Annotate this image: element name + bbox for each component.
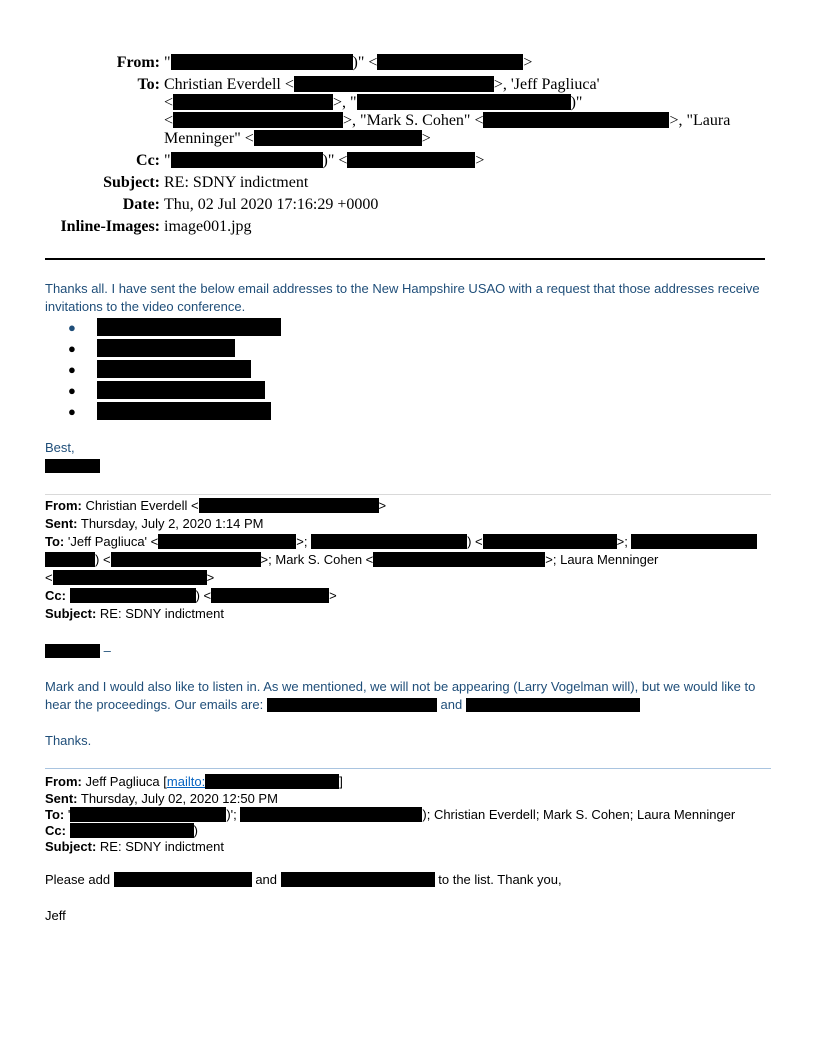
redaction: [171, 54, 353, 70]
redaction: [45, 644, 100, 658]
m3-cc: Cc: ): [45, 823, 198, 838]
m3-body: Please add and to the list. Thank you,: [45, 872, 562, 887]
redaction: [357, 94, 571, 110]
m2-to-line-3: < >: [45, 570, 215, 585]
m2-cc: Cc: ) < >: [45, 588, 337, 603]
subject-value: RE: SDNY indictment: [164, 174, 309, 191]
redaction: [45, 552, 95, 567]
redaction: [97, 402, 271, 420]
redaction: [173, 112, 343, 128]
bullet-icon: ●: [68, 383, 76, 398]
redaction: [158, 534, 296, 549]
redaction: [267, 698, 437, 712]
redaction: [281, 872, 435, 887]
mailto-link[interactable]: mailto:: [166, 774, 206, 789]
cc-label: Cc:: [136, 152, 160, 169]
redaction: [114, 872, 252, 887]
sign-off: Best,: [45, 440, 75, 455]
redaction: [311, 534, 467, 549]
redaction: [53, 570, 207, 585]
redaction: [373, 552, 545, 567]
redaction: [173, 94, 333, 110]
from-value: " )" < >: [164, 54, 533, 71]
m3-subject: Subject: RE: SDNY indictment: [45, 839, 224, 854]
to-line-2: < >, " )": [164, 94, 583, 111]
redaction: [240, 807, 422, 822]
redaction: [377, 54, 523, 70]
redaction: [70, 823, 194, 838]
to-line-3: < >, "Mark S. Cohen" < >, "Laura: [164, 112, 731, 129]
header-divider: [45, 258, 765, 260]
inline-images-value: image001.jpg: [164, 218, 252, 235]
m2-to-line-2: ) < >; Mark S. Cohen < >; Laura Menninger: [45, 552, 658, 567]
m3-signature: Jeff: [45, 908, 66, 923]
inline-images-label: Inline-Images:: [60, 218, 160, 235]
redaction: [347, 152, 475, 168]
message-1-body: Thanks all. I have sent the below email addresses to the New Hampshire USAO with a request that those addresses receive invitations to the video conference.: [45, 281, 760, 314]
redaction: [199, 498, 379, 513]
bullet-icon: ●: [68, 362, 76, 377]
redaction: [294, 76, 494, 92]
m2-subject: Subject: RE: SDNY indictment: [45, 606, 224, 621]
m3-from: From: Jeff Pagliuca [mailto: ]: [45, 774, 343, 789]
redaction: [254, 130, 422, 146]
m2-greeting: –: [45, 643, 111, 658]
redaction: [45, 459, 100, 473]
date-value: Thu, 02 Jul 2020 17:16:29 +0000: [164, 196, 379, 213]
to-label: To:: [137, 76, 160, 93]
redaction: [111, 552, 261, 567]
m2-sent: Sent: Thursday, July 2, 2020 1:14 PM: [45, 516, 264, 531]
subject-label: Subject:: [103, 174, 160, 191]
cc-value: " )" < >: [164, 152, 485, 169]
bullet-icon: ●: [68, 320, 76, 335]
redaction: [97, 381, 265, 399]
from-label: From:: [116, 54, 160, 71]
m2-thanks: Thanks.: [45, 733, 92, 748]
m3-sent: Sent: Thursday, July 02, 2020 12:50 PM: [45, 791, 278, 806]
redaction: [483, 112, 669, 128]
message-divider: [45, 494, 771, 495]
m2-to-line-1: To: 'Jeff Pagliuca' < >; ) < >;: [45, 534, 757, 549]
redaction: [70, 807, 226, 822]
m3-to: To: ' )'; ); Christian Everdell; Mark S. Cohen; Laura Menninger: [45, 807, 736, 822]
m2-from: From: Christian Everdell < >: [45, 498, 387, 513]
to-line-4: Menninger" < >: [164, 130, 431, 147]
redaction: [466, 698, 640, 712]
date-label: Date:: [122, 196, 160, 213]
bullet-icon: ●: [68, 404, 76, 419]
redaction: [483, 534, 617, 549]
message-divider: [45, 768, 771, 769]
redaction: [631, 534, 757, 549]
redaction: [97, 339, 235, 357]
redaction: [70, 588, 196, 603]
redaction: [205, 774, 339, 789]
redaction: [211, 588, 329, 603]
redaction: [97, 360, 251, 378]
m2-body: Mark and I would also like to listen in. As we mentioned, we will not be appearing (Larry Vogelman will), but we would like to hear the proceedings. Our emails are: and: [45, 679, 756, 712]
redaction: [171, 152, 323, 168]
redaction: [97, 318, 281, 336]
to-line-1: Christian Everdell < >, 'Jeff Pagliuca': [164, 76, 600, 93]
bullet-icon: ●: [68, 341, 76, 356]
